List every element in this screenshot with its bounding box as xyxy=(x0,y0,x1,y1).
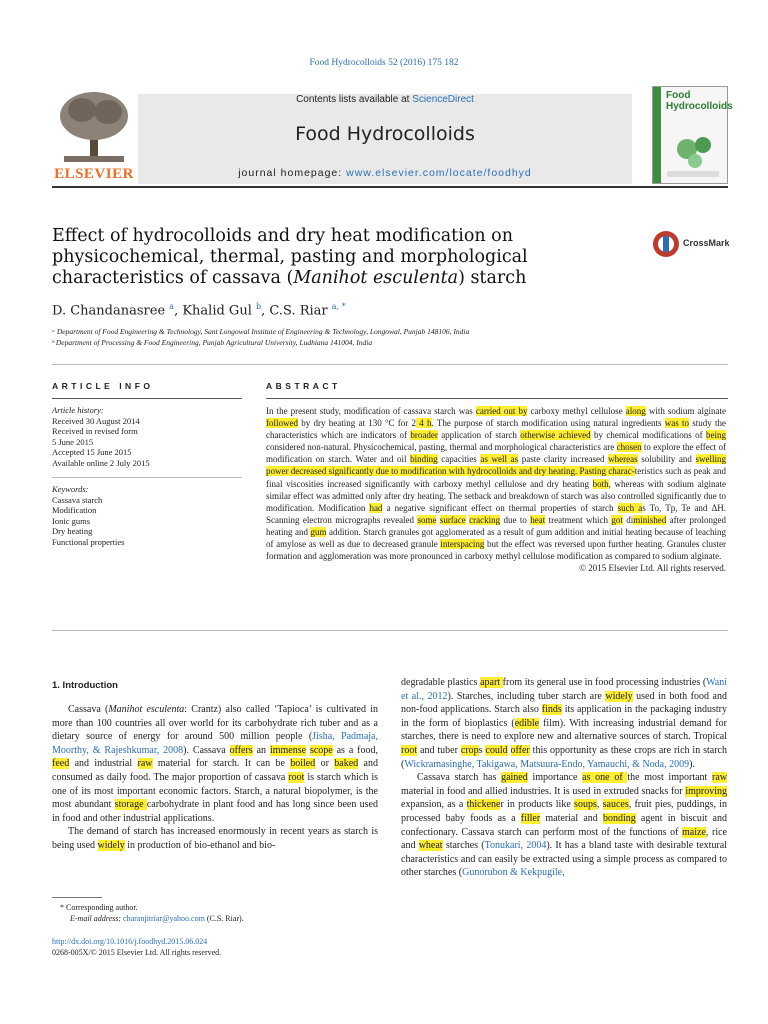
text-run: Manihot esculenta xyxy=(108,704,185,715)
text-run: The demand of starch has increased enormously in recent years as starch is being used xyxy=(52,826,378,851)
text-run: a negative significant effect on thermal properties of starch xyxy=(382,502,618,513)
text-run: with sodium alginate xyxy=(645,406,726,416)
doi-block xyxy=(52,936,221,958)
abstract-text xyxy=(266,405,726,574)
article-info-label: ARTICLE INFO xyxy=(52,381,154,391)
text-run: , fruit pies, puddings, in processed baby foods as a xyxy=(401,799,728,824)
highlighted-text: swelling power decreased significantly due to modification with hydrocolloids and dry heating. Pasting charac- xyxy=(266,454,727,477)
highlighted-text: both xyxy=(592,478,609,489)
divider xyxy=(52,364,728,365)
abstract-rule xyxy=(266,398,728,399)
cover-title: Food Hydrocolloids xyxy=(666,90,733,112)
highlighted-text: sauces xyxy=(602,799,629,811)
text-run: ). Cassava xyxy=(183,744,230,756)
highlighted-text: gum xyxy=(310,526,327,537)
history-item: Accepted 15 June 2015 xyxy=(52,447,132,457)
highlighted-text: storage xyxy=(114,799,147,811)
text-run: agent in biscuit and confectionary. Cassava starch can perform most of the functions of xyxy=(401,812,727,838)
paragraph xyxy=(52,703,378,825)
highlighted-text: gained xyxy=(501,772,528,784)
history-item: Received in revised form xyxy=(52,426,138,436)
text-run: , rice and xyxy=(401,826,727,852)
history-item: Received 30 August 2014 xyxy=(52,415,140,426)
highlighted-text: offers xyxy=(229,744,253,756)
text-run: by chemical modifications of xyxy=(590,430,707,441)
text-run: . The purpose of starch modification using natural ingredients xyxy=(431,418,665,429)
text-run: capacities xyxy=(437,454,481,465)
text-run: to explore the effect of modification on starch. Water and oil xyxy=(266,442,727,465)
highlighted-text: had xyxy=(369,502,383,513)
keywords-rule xyxy=(52,477,242,478)
keywords-label: Keywords: xyxy=(52,484,89,494)
article-title xyxy=(52,226,642,289)
crossmark-icon xyxy=(652,230,680,258)
text-run: Cassava ( xyxy=(68,704,109,715)
text-run: In the present study, modification of cassava starch was xyxy=(266,406,476,416)
corresponding-author: * Corresponding author. xyxy=(60,903,138,912)
footnote xyxy=(52,902,244,924)
author-name[interactable]: Khalid Gul xyxy=(182,303,252,319)
text-run: material in food and allied industries. It is used in extruded snacks for xyxy=(401,785,686,797)
keyword: Functional properties xyxy=(52,536,125,547)
citation-link[interactable]: Jisha, Padmaja, Moorthy, & Rajeshkumar, 2008 xyxy=(52,731,378,756)
paragraph xyxy=(401,771,727,880)
author-affil-mark[interactable]: a xyxy=(169,302,175,311)
email-label: E-mail address: xyxy=(70,914,124,923)
highlighted-text: immense xyxy=(269,744,307,756)
highlighted-text: thickene xyxy=(466,799,501,811)
journal-name: Food Hydrocolloids xyxy=(295,123,475,145)
text-run: di xyxy=(622,514,634,525)
text-run: after prolonged heating and xyxy=(266,514,726,537)
highlighted-text: widely xyxy=(605,690,633,702)
text-run: and industrial xyxy=(69,758,138,770)
homepage-prefix: journal homepage: xyxy=(238,167,347,179)
divider xyxy=(52,630,728,631)
text-run: an xyxy=(252,744,270,756)
homepage-link[interactable]: www.elsevier.com/locate/foodhyd xyxy=(346,167,532,179)
text-run: , whereas with sodium alginate similar effect was admitted only after dry heating. The setback and breakdown of starch was also controlled significantly due to modification. Modification xyxy=(266,478,726,513)
highlighted-text: baked xyxy=(334,758,359,770)
highlighted-text: such a xyxy=(617,502,643,513)
highlighted-text: apart xyxy=(480,677,503,688)
author-name[interactable]: C.S. Riar xyxy=(269,303,328,319)
highlighted-text: root xyxy=(288,771,305,783)
footnote-rule xyxy=(52,897,102,898)
text-run: as a food, xyxy=(332,744,378,756)
text-run: ). xyxy=(689,758,695,770)
title-species: Manihot esculenta xyxy=(293,268,459,288)
text-run: application of starch xyxy=(437,430,521,441)
highlighted-text: as well as xyxy=(480,454,519,465)
text-run: study the characteristics which are indicators of xyxy=(266,418,727,441)
text-run: r in products like xyxy=(500,799,575,811)
highlighted-text: root xyxy=(401,744,418,756)
text-run: addition. Starch granules got agglomerated as a result of gum addition and initial heating because of leaching of amylose as well as due to decreased granule xyxy=(266,526,726,550)
text-run: the most important xyxy=(627,772,713,784)
highlighted-text: being xyxy=(706,430,727,441)
author-name[interactable]: D. Chandanasree xyxy=(52,303,166,319)
keyword: Cassava starch xyxy=(52,494,103,505)
highlighted-text: crop xyxy=(460,744,479,756)
text-run: ). Starches, including tuber starch are xyxy=(447,690,606,702)
history-item: Available online 2 July 2015 xyxy=(52,457,150,468)
doi-link[interactable]: http://dx.doi.org/10.1016/j.foodhyd.2015.06.024 xyxy=(52,937,208,946)
highlighted-text: along xyxy=(625,406,646,416)
highlighted-text: wheat xyxy=(418,840,443,852)
text-run: paste clarity increased xyxy=(518,454,609,465)
header-rule xyxy=(52,186,728,188)
title-part-1: Effect of hydrocolloids and dry heat modification on physicochemical, thermal, pasting and morphological characteristics of cassava ( xyxy=(52,226,528,288)
highlighted-text: otherwise achieved xyxy=(520,430,591,441)
highlighted-text: bonding xyxy=(602,812,636,824)
text-run: used in both food and non-food applications. Starch also xyxy=(401,690,727,716)
highlighted-text: as one of xyxy=(582,772,628,784)
text-run: due to xyxy=(500,514,531,525)
highlighted-text: widely xyxy=(97,839,125,851)
text-run: by dry heating at 130 °C for 2 xyxy=(298,418,417,429)
highlighted-text: boiled xyxy=(290,758,316,770)
text-run: in production of bio-ethanol and bio- xyxy=(124,839,276,851)
highlighted-text: minished xyxy=(633,514,667,525)
citation-link[interactable]: Wickramasinghe, Takigawa, Matsuura-Endo, Yamauchi, & Noda, 2009 xyxy=(404,758,690,770)
highlighted-text: followed xyxy=(266,418,298,429)
highlighted-text: raw xyxy=(712,772,728,784)
keyword: Modification xyxy=(52,505,97,515)
highlighted-text: interspacing xyxy=(440,539,485,550)
highlighted-text: could xyxy=(485,744,508,756)
text-run: material and xyxy=(540,812,603,824)
abstract-body xyxy=(266,406,726,561)
highlighted-text: soups xyxy=(574,799,597,811)
highlighted-text: some xyxy=(417,514,437,525)
citation-link[interactable]: Wani et al., 2012 xyxy=(401,677,728,702)
author-affil-mark[interactable]: a, * xyxy=(331,302,346,311)
paragraph xyxy=(401,676,727,771)
article-info-rule xyxy=(52,398,242,399)
copyright: © 2015 Elsevier Ltd. All rights reserved. xyxy=(579,563,726,574)
highlighted-text: got xyxy=(611,514,623,525)
highlighted-text: was to xyxy=(664,418,690,429)
highlighted-text: feed xyxy=(52,758,70,770)
journal-homepage-line xyxy=(138,167,632,179)
highlighted-text: raw xyxy=(137,758,153,770)
text-run: ). It has a bland taste with desirable textural characteristics and can easily be extracted using a simple process as compared to other starches ( xyxy=(401,840,727,879)
highlighted-text: edible xyxy=(514,717,540,729)
citation-link[interactable]: Tonukari, 2004 xyxy=(484,840,547,852)
highlighted-text: whereas xyxy=(608,454,638,465)
affiliation-b: ᵇ Department of Processing & Food Engineering, Punjab Agricultural University, Ludhiana 141004, India xyxy=(52,338,373,347)
email-link[interactable]: charanjitriar@yahoo.com xyxy=(123,914,205,923)
text-run: importance xyxy=(527,772,583,784)
intro-right-column xyxy=(401,676,727,880)
paragraph xyxy=(52,825,378,852)
highlighted-text: finds xyxy=(541,704,562,716)
highlighted-text: 4 h xyxy=(416,418,432,429)
highlighted-text: scope xyxy=(309,744,333,756)
article-info xyxy=(52,405,242,547)
citation-link[interactable]: Gunorubon & Kekpugile, xyxy=(462,867,565,879)
text-run: s To, Tp, Te and ΔH. Scanning electron micrographs revealed xyxy=(266,502,727,525)
text-run: and tuber xyxy=(417,744,461,756)
highlighted-text: filler xyxy=(520,812,541,824)
text-run: carbohydrate in plant food and has long since been used in food and other industrial applications. xyxy=(52,799,378,824)
text-run: film). With increasing industrial demand for starches, there is need to explore new and alternative sources of starch. Tropical xyxy=(401,717,727,743)
text-run: from its general use in food processing industries ( xyxy=(502,677,707,688)
text-run: Cassava starch has xyxy=(417,772,502,784)
text-run: : Crantz) also called ‘Tapioca’ is cultivated in more than 100 countries all over world for its carbohydrate rich tuber and as a dietary source of energy for around 500 million people ( xyxy=(52,704,378,743)
text-run: treatment which xyxy=(545,514,612,525)
journal-reference[interactable]: Food Hydrocolloids 52 (2016) 175 182 xyxy=(309,58,459,68)
history-label: Article history: xyxy=(52,405,104,415)
text-run: expansion, as a xyxy=(401,799,467,811)
abstract-label: ABSTRACT xyxy=(266,381,341,391)
highlighted-text: surface xyxy=(439,514,466,525)
text-run: material for starch. It can be xyxy=(152,758,291,770)
text-run: starches ( xyxy=(442,840,485,852)
author-list: D. Chandanasree $^a$, Khalid Gul $^b$, C.S. Riar $^{a, *}$ xyxy=(52,302,346,319)
text-run: is starch which is one of its most important economic factors. Starch, a natural biopolymer, is the most abundant xyxy=(52,771,379,811)
author-affil-mark[interactable]: b xyxy=(256,302,262,311)
highlighted-text: cracking xyxy=(469,514,501,525)
text-run: and consumed as daily food. The major proportion of cassava xyxy=(52,758,378,783)
text-run: degradable plastics xyxy=(401,677,481,688)
email-suffix: (C.S. Riar). xyxy=(204,914,244,923)
text-run: , xyxy=(596,799,603,811)
sciencedirect-link[interactable]: ScienceDirect xyxy=(412,94,474,105)
highlighted-text: improving xyxy=(685,785,727,797)
title-part-2: ) starch xyxy=(458,268,527,288)
highlighted-text: carried out by xyxy=(475,406,528,416)
text-run: carboxy methyl cellulose xyxy=(527,406,626,416)
highlighted-text: broader xyxy=(410,430,438,441)
text-run: solubility and xyxy=(637,454,696,465)
contents-line xyxy=(138,94,632,105)
highlighted-text: offer xyxy=(510,744,530,756)
keyword: Dry heating xyxy=(52,526,93,536)
affiliation-a: ᵃ Department of Food Engineering & Technology, Sant Longowal Institute of Engineering & Technology, Longowal, Punjab 148106, India xyxy=(52,327,470,336)
text-run: this opportunity as these crops are rich in starch ( xyxy=(401,744,727,770)
intro-left-column xyxy=(52,703,378,853)
text-run: its application in the packaging industry in the form of bioplastics ( xyxy=(401,704,727,729)
contents-prefix: Contents lists available at xyxy=(296,94,413,105)
crossmark-label: CrossMark xyxy=(683,238,730,248)
history-item: 5 June 2015 xyxy=(52,436,94,447)
text-run: teristics such as peak and final viscosities increased significantly with carboxy methyl cellulose and dry heating xyxy=(266,466,726,489)
publisher-logo-text: ELSEVIER xyxy=(54,166,134,182)
highlighted-text: binding xyxy=(410,454,438,465)
issn-line: 0268-005X/© 2015 Elsevier Ltd. All rights reserved. xyxy=(52,948,222,957)
text-run: considered non-natural. Physicochemical, pasting, thermal and morphological characteristics are xyxy=(266,442,617,453)
text-run: s xyxy=(478,744,486,756)
highlighted-text: maize xyxy=(682,826,706,838)
section-heading-introduction: 1. Introduction xyxy=(52,680,118,691)
highlighted-text: chosen xyxy=(616,442,642,453)
text-run: but the effect was reversed upon further heating. Granules cluster formation and agglomeration was more pronounced in carboxy methyl cellulose modification as compared to sodium alginate. xyxy=(266,539,726,562)
highlighted-text: heat xyxy=(530,514,546,525)
text-run: or xyxy=(315,758,335,770)
keyword: Ionic gums xyxy=(52,515,91,526)
